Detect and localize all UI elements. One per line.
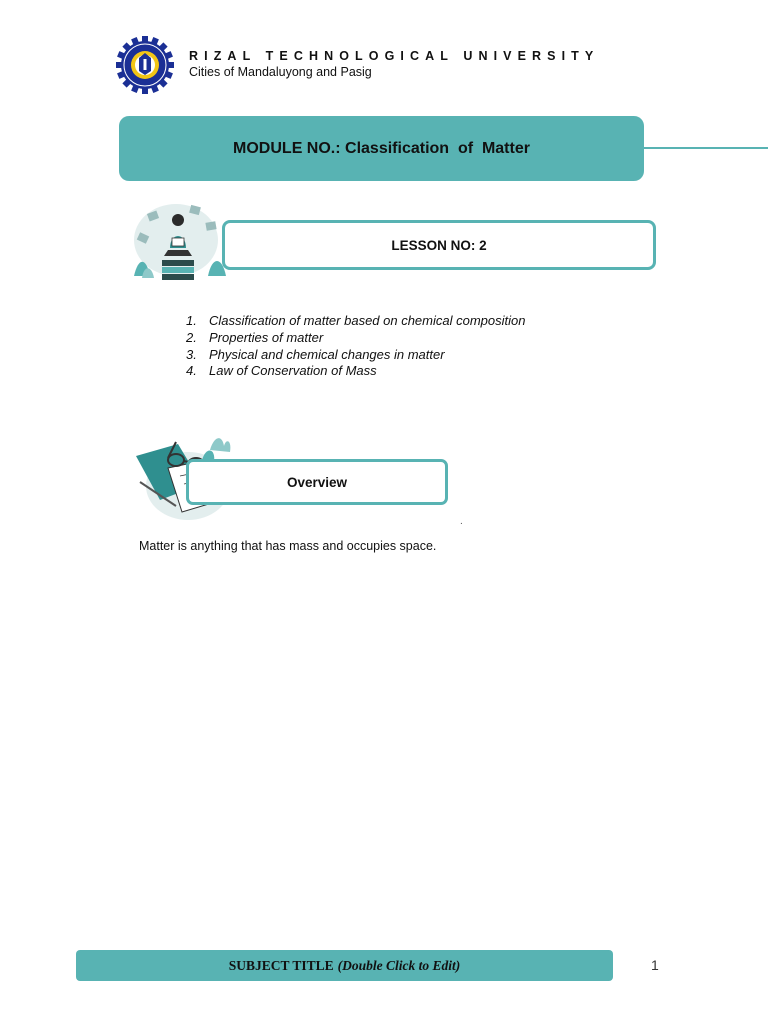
- module-title-banner: [119, 116, 644, 181]
- edit-hint: (Double Click to Edit): [337, 957, 461, 973]
- list-item: 2. Properties of matter: [186, 329, 324, 345]
- university-subtitle: Cities of Mandaluyong and Pasig: [189, 65, 372, 79]
- lesson-topic-list: [186, 313, 525, 380]
- lesson-number-box: [222, 220, 656, 270]
- overview-body-text: Matter is anything that has mass and occupies space.: [139, 539, 437, 553]
- lesson-number: LESSON NO: 2: [391, 237, 487, 253]
- stray-mark: .: [460, 516, 463, 527]
- reading-student-illustration: [128, 198, 232, 286]
- subject-title: SUBJECT TITLE: [228, 957, 334, 973]
- rtu-seal-icon: [113, 33, 177, 97]
- list-item: 3. Physical and chemical changes in matter: [186, 346, 445, 362]
- subject-title-footer[interactable]: [76, 950, 613, 981]
- university-name: RIZAL TECHNOLOGICAL UNIVERSITY: [189, 49, 600, 63]
- page-number: 1: [651, 957, 659, 973]
- overview-heading: Overview: [286, 474, 348, 490]
- list-item: 4. Law of Conservation of Mass: [186, 363, 377, 379]
- module-title: MODULE NO.: Classification of Matter: [233, 139, 530, 157]
- banner-connector-line: [644, 147, 768, 149]
- list-item: 1. Classification of matter based on chemical composition: [186, 313, 526, 328]
- overview-heading-box: [186, 459, 448, 505]
